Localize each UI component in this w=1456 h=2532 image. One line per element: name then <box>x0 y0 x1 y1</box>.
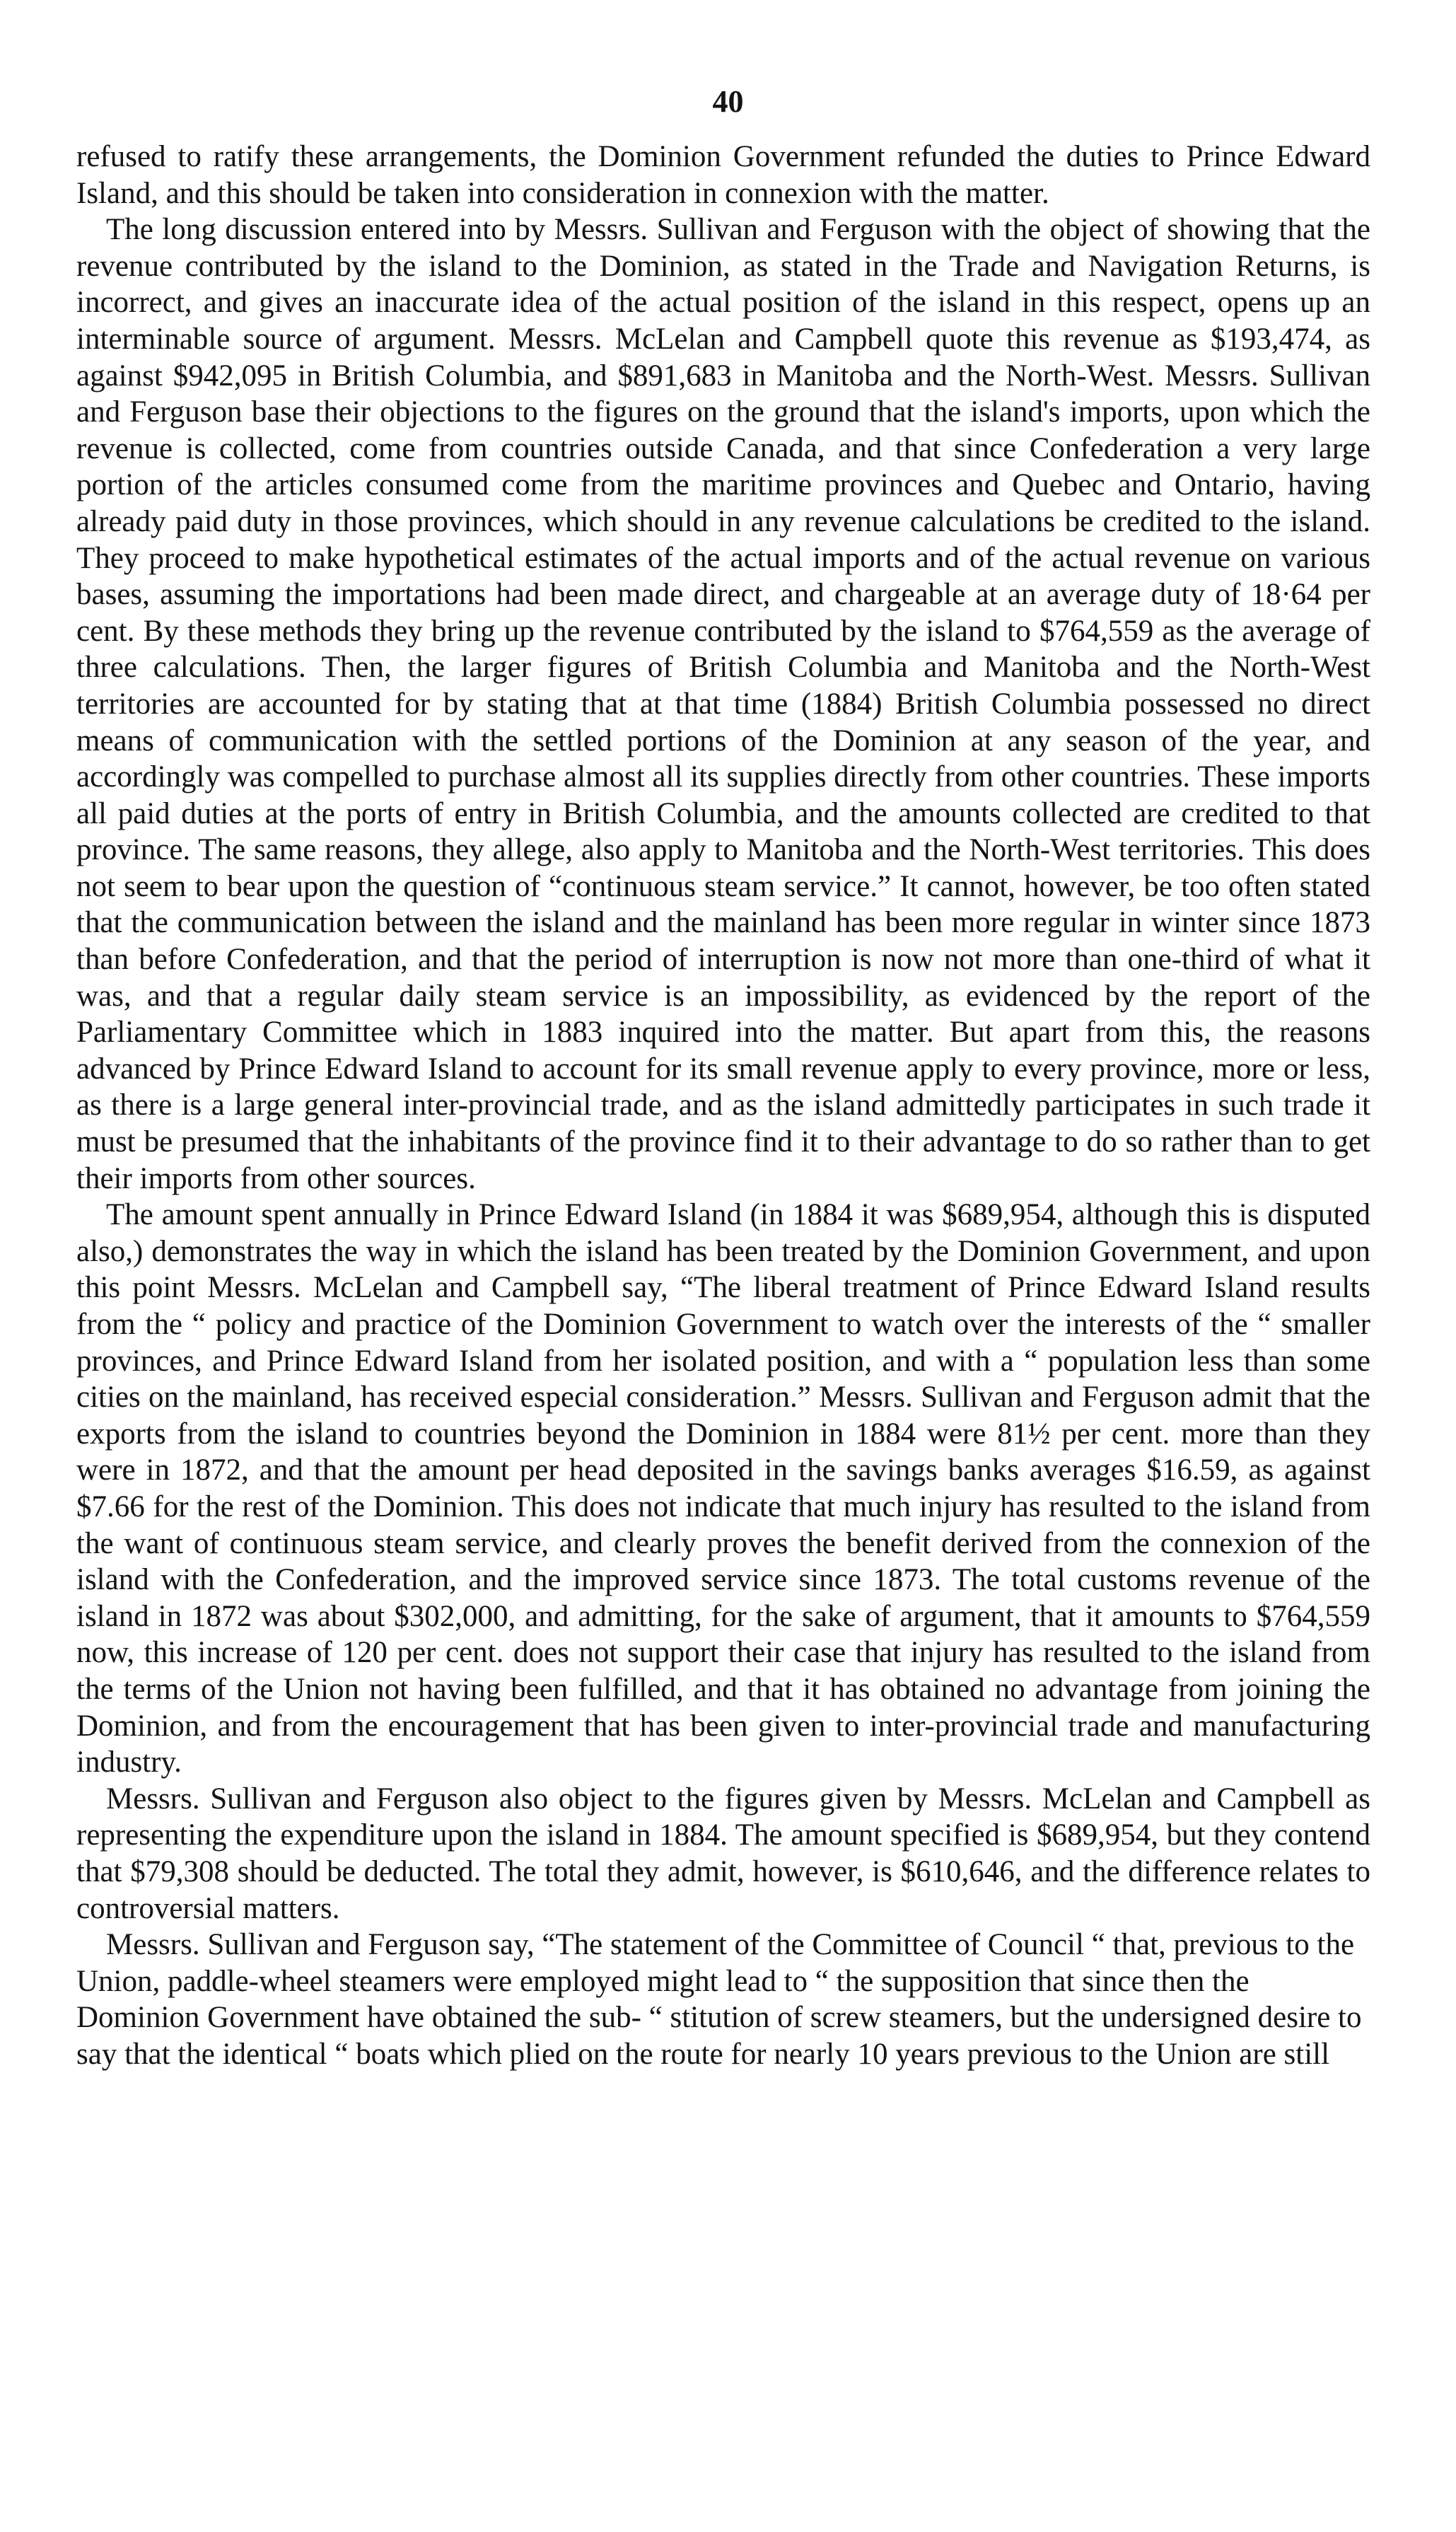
paragraph-steamers-statement: Messrs. Sullivan and Ferguson say, “The statement of the Committee of Council “ that, previous to the Union, paddle-wheel steamers were employed might lead to “ the supposition that since then the Dominion Government have obtained the sub- “ stitution of screw steamers, but the undersigned desire to say that the identical “ boats which plied on the route for nearly 10 years previous to the Union are still <box>76 1928 1362 2071</box>
paragraph-revenue-discussion: The long discussion entered into by Messrs. Sullivan and Ferguson with the object of showing that the revenue contributed by the island to the Dominion, as stated in the Trade and Navigation Returns, is incorrect, and gives an inaccurate idea of the actual position of the island in this respect, opens up an interminable source of argument. Messrs. McLelan and Campbell quote this revenue as $193,474, as against $942,095 in British Columbia, and $891,683 in Manitoba and the North-West. Messrs. Sullivan and Ferguson base their objections to the figures on the ground that the island's imports, upon which the revenue is collected, come from countries outside Canada, and that since Confederation a very large portion of the articles consumed come from the maritime provinces and Quebec and Ontario, having already paid duty in those provinces, which should in any revenue calculations be credited to the island. They proceed to make hypothetical estimates of the actual imports and of the actual revenue on various bases, assuming the importations had been made direct, and chargeable at an average duty of 18·64 per cent. By these methods they bring up the revenue contributed by the island to $764,559 as the average of three calculations. Then, the larger figures of British Columbia and Manitoba and the North-West territories are accounted for by stating that at that time (1884) British Columbia possessed no direct means of communication with the settled portions of the Dominion at any season of the year, and accordingly was compelled to purchase almost all its supplies directly from other countries. These imports all paid duties at the ports of entry in British Columbia, and the amounts collected are credited to that province. The same reasons, they allege, also apply to Manitoba and the North-West territories. This does not seem to bear upon the question of “continuous steam service.” It cannot, however, be too often stated that the communication between the island and the mainland has been more regular in winter since 1873 than before Confederation, and that the period of interruption is now not more than one-third of what it was, and that a regular daily steam service is an impossibility, as evidenced by the report of the Parliamentary Committee which in 1883 inquired into the matter. But apart from this, the reasons advanced by Prince Edward Island to account for its small revenue apply to every province, more or less, as there is a large general inter-provincial trade, and as the island admittedly participates in such trade it must be presumed that the inhabitants of the province find it to their advantage to do so rather than to get their imports from other sources. <box>76 213 1370 1195</box>
paragraph-continuation: refused to ratify these arrangements, the Dominion Government refunded the duties to Prince Edward Island, and this should be taken into consideration in connexion with the matter. <box>76 140 1370 210</box>
paragraph-annual-expenditure: The amount spent annually in Prince Edward Island (in 1884 it was $689,954, although this is disputed also,) demonstrates the way in which the island has been treated by the Dominion Government, and upon this point Messrs. McLelan and Campbell say, “The liberal treatment of Prince Edward Island results from the “ policy and practice of the Dominion Government to watch over the interests of the “ smaller provinces, and Prince Edward Island from her isolated position, and with a “ population less than some cities on the mainland, has received especial consideration.” Messrs. Sullivan and Ferguson admit that the exports from the island to countries beyond the Dominion in 1884 were 81½ per cent. more than they were in 1872, and that the amount per head deposited in the savings banks averages $16.59, as against $7.66 for the rest of the Dominion. This does not indicate that much injury has resulted to the island from the want of continuous steam service, and clearly proves the benefit derived from the connexion of the island with the Confederation, and the improved service since 1873. The total customs revenue of the island in 1872 was about $302,000, and admitting, for the sake of argument, that it amounts to $764,559 now, this increase of 120 per cent. does not support their case that injury has resulted to the island from the terms of the Union not having been fulfilled, and that it has obtained no advantage from joining the Dominion, and from the encouragement that has been given to inter-provincial trade and manufacturing industry. <box>76 1198 1370 1779</box>
body-text <box>76 139 1370 2072</box>
page-number: 40 <box>712 84 744 119</box>
paragraph-expenditure-objection: Messrs. Sullivan and Ferguson also object to the figures given by Messrs. McLelan and Campbell as representing the expenditure upon the island in 1884. The amount specified is $689,954, but they contend that $79,308 should be deducted. The total they admit, however, is $610,646, and the difference relates to controversial matters. <box>76 1782 1370 1925</box>
